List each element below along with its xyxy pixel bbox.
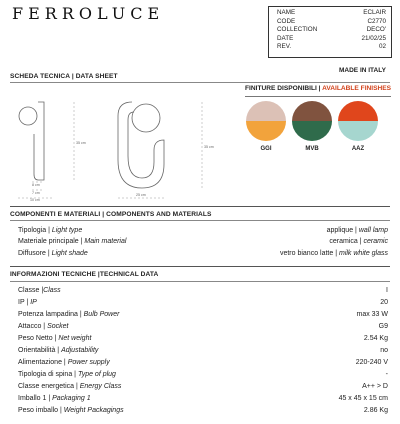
finishes-divider	[245, 96, 391, 97]
tech-row: Imballo 1 | Packaging 1 45 x 45 x 15 cm	[18, 395, 388, 402]
tech-row: Classe |Class I	[18, 287, 388, 294]
dim-label: 35 cm	[76, 141, 86, 145]
info-value: 21/02/25	[361, 34, 386, 42]
info-value: ECLAIR	[363, 9, 386, 16]
finish-swatch-mvb	[292, 101, 332, 141]
product-info-box	[268, 6, 392, 58]
tech-row: Peso imballo | Weight Packagings 2.86 Kg	[18, 407, 388, 414]
divider	[10, 266, 390, 267]
tech-row: IP | IP 20	[18, 299, 388, 306]
technical-title: INFORMAZIONI TECNICHE |TECHNICAL DATA	[10, 271, 159, 278]
tech-row: Classe energetica | Energy Class A++ > D	[18, 383, 388, 390]
dim-label: 8 cm	[32, 183, 40, 187]
finishes-title-en: AVAILABLE FINISHES	[322, 85, 392, 92]
components-title: COMPONENTI E MATERIALI | COMPONENTS AND MATERIALS	[10, 211, 212, 218]
tech-row: Peso Netto | Net weight 2.54 Kg	[18, 335, 388, 342]
info-label: CODE	[277, 17, 296, 25]
finish-code: GGI	[260, 146, 272, 152]
front-view-globe	[132, 104, 160, 132]
tech-row: Alimentazione | Power supply 220-240 V	[18, 359, 388, 366]
info-label: COLLECTION	[277, 26, 318, 34]
info-label: REV.	[277, 43, 292, 51]
component-row: Diffusore | Light shade vetro bianco latte | milk white glass	[18, 250, 388, 257]
dim-label: 25 cm	[136, 193, 146, 197]
info-row-date	[269, 35, 391, 44]
finishes-title	[245, 85, 391, 92]
dim-label: 35 cm	[204, 145, 214, 149]
info-value: C2770	[367, 17, 386, 25]
finish-code: AAZ	[351, 146, 365, 152]
tech-row: Potenza lampadina | Bulb Power max 33 W	[18, 311, 388, 318]
info-row-code	[269, 18, 391, 27]
info-label: NAME	[277, 9, 296, 16]
info-row-collection	[269, 26, 391, 35]
finishes-title-it: FINITURE DISPONIBILI |	[245, 85, 323, 92]
finish-swatch-ggi	[246, 101, 286, 141]
front-view-outer	[118, 102, 164, 188]
divider	[10, 281, 390, 282]
divider	[10, 206, 390, 207]
front-view-hook	[154, 140, 164, 152]
brand-logo: FERROLUCE	[12, 4, 165, 23]
finish-code: MVB	[305, 146, 319, 152]
finish-swatch-aaz	[338, 101, 378, 141]
info-label: DATE	[277, 34, 294, 42]
info-value: 02	[378, 43, 386, 51]
divider	[10, 220, 390, 221]
tech-row: Tipologia di spina | Type of plug -	[18, 371, 388, 378]
info-value: DECO'	[366, 26, 386, 34]
technical-drawing	[14, 90, 234, 202]
side-view-globe	[19, 107, 37, 125]
side-view-body	[34, 102, 44, 180]
made-in-label: MADE IN ITALY	[339, 67, 386, 74]
info-row-name	[269, 9, 391, 18]
dim-label: 10 cm	[30, 198, 40, 202]
data-sheet-title: SCHEDA TECNICA | DATA SHEET	[10, 73, 118, 80]
divider	[10, 82, 390, 83]
info-row-rev	[269, 43, 391, 52]
tech-row: Attacco | Socket G9	[18, 323, 388, 330]
front-view-inner	[128, 112, 154, 178]
tech-row: Orientabilità | Adjustability no	[18, 347, 388, 354]
dim-label: 7 cm	[32, 191, 40, 195]
component-row: Tipologia | Light type applique | wall lamp	[18, 227, 388, 234]
component-row: Materiale principale | Main material ceramica | ceramic	[18, 238, 388, 245]
